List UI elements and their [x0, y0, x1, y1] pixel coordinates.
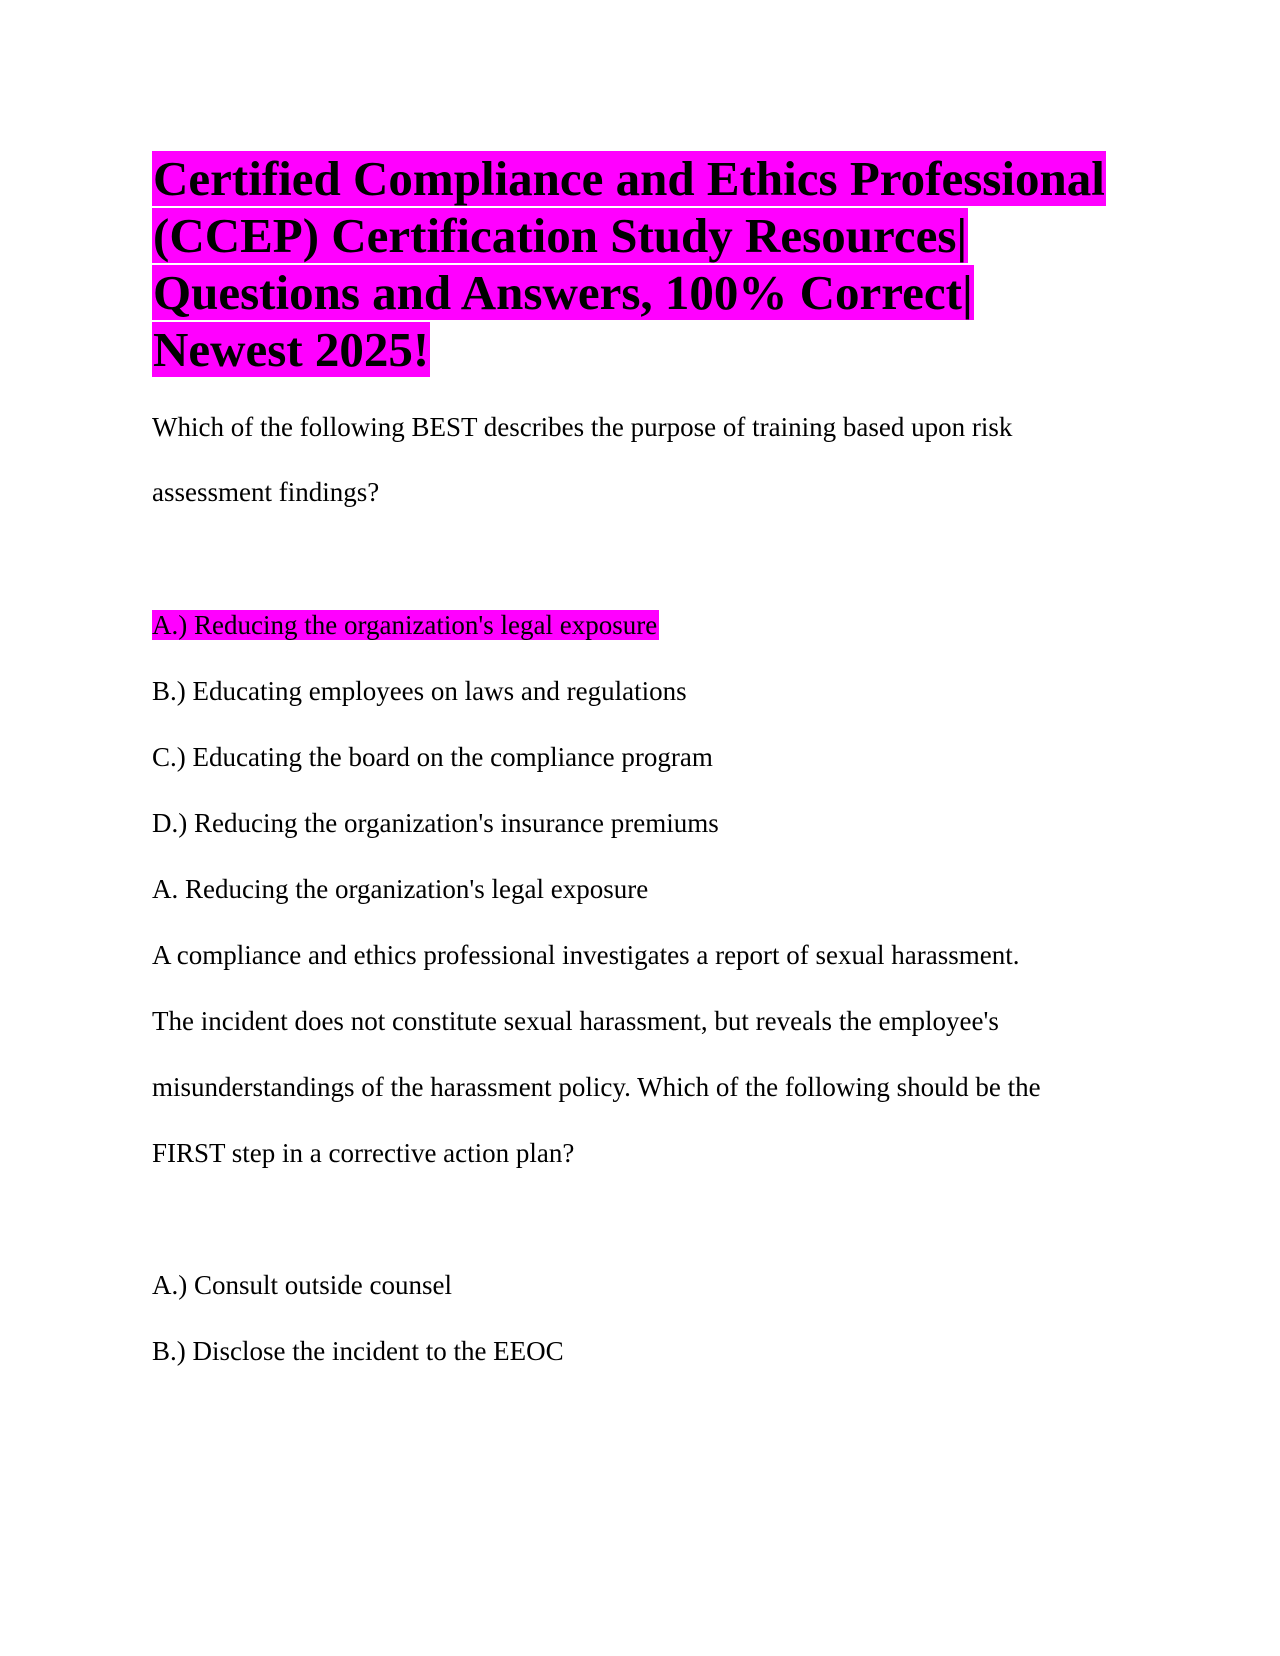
title-line: Newest 2025!	[153, 322, 430, 377]
question-2-prompt-line: A compliance and ethics professional investigates a report of sexual harassment.	[152, 940, 1020, 970]
question-2-prompt-line: misunderstandings of the harassment policy. Which of the following should be the	[152, 1072, 1041, 1102]
document-title	[152, 150, 1132, 378]
question-1-option-d: D.) Reducing the organization's insurance premiums	[152, 808, 719, 838]
question-1-prompt-line: assessment findings?	[152, 477, 380, 507]
title-line: Certified Compliance and Ethics Professional	[153, 151, 1105, 206]
highlighted-option-text: A.) Reducing the organization's legal exposure	[152, 610, 658, 640]
title-line: Questions and Answers, 100% Correct|	[153, 265, 973, 320]
question-1-prompt-line: Which of the following BEST describes the purpose of training based upon risk	[152, 412, 1013, 442]
title-line: (CCEP) Certification Study Resources|	[153, 208, 968, 263]
question-1-option-c: C.) Educating the board on the compliance program	[152, 742, 713, 772]
question-2-option-a: A.) Consult outside counsel	[152, 1270, 452, 1300]
question-2-option-b: B.) Disclose the incident to the EEOC	[152, 1336, 564, 1366]
question-1-answer: A. Reducing the organization's legal exposure	[152, 874, 649, 904]
question-1-option-a	[152, 608, 659, 642]
question-2-prompt-line: The incident does not constitute sexual harassment, but reveals the employee's	[152, 1006, 999, 1036]
question-1-option-b: B.) Educating employees on laws and regulations	[152, 676, 687, 706]
question-2-prompt-line: FIRST step in a corrective action plan?	[152, 1138, 575, 1168]
